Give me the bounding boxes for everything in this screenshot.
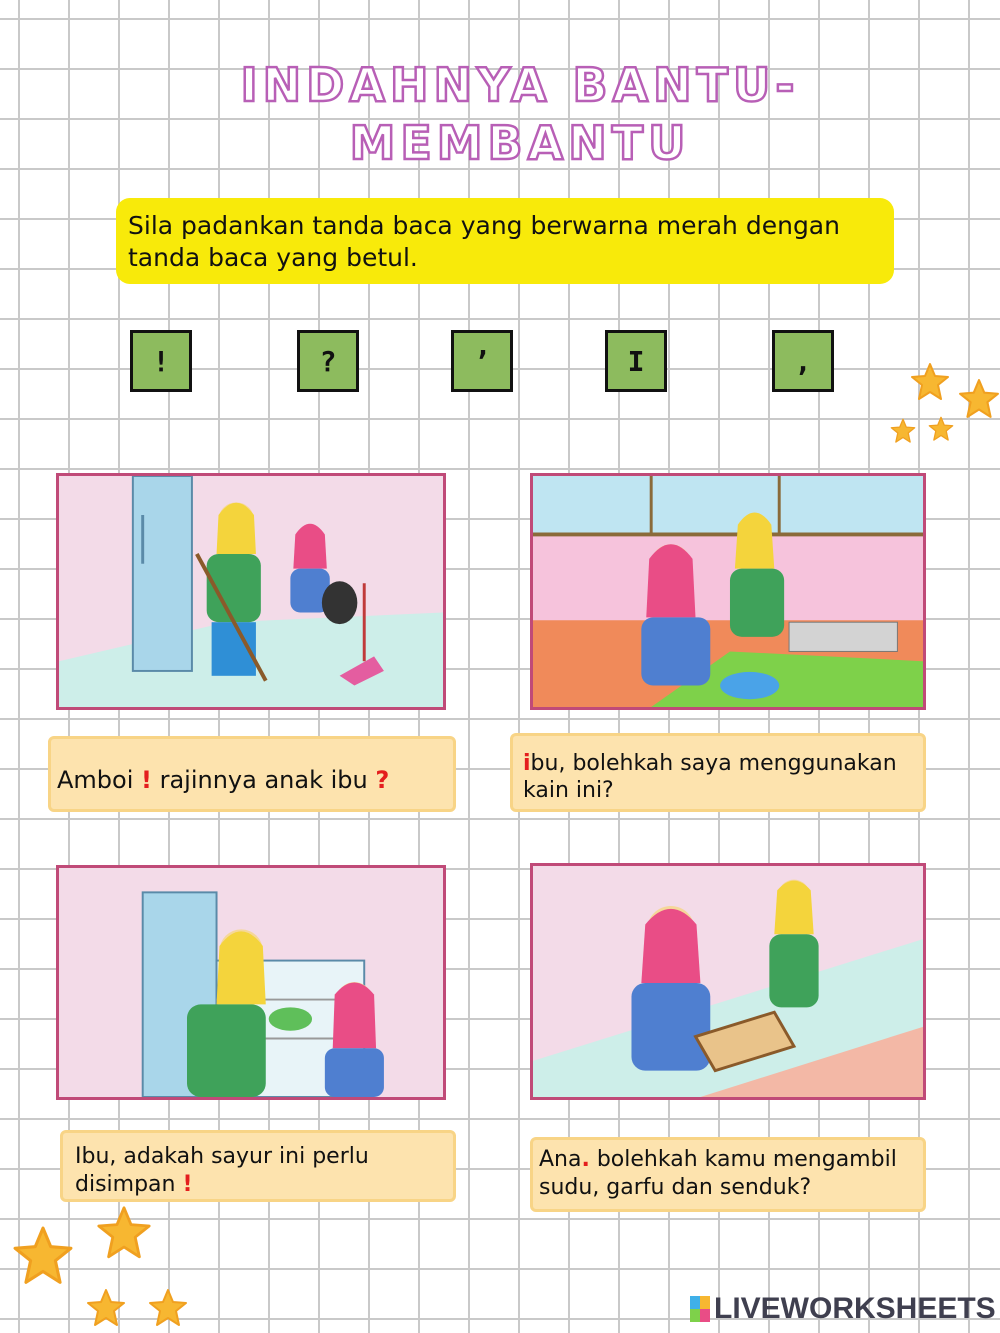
caption-1-red-mark-2[interactable]: ? <box>375 766 390 794</box>
option-capital-i[interactable]: I <box>605 330 667 392</box>
star-icon <box>148 1288 188 1328</box>
title-line-2: MEMBANTU <box>349 116 691 170</box>
option-question[interactable]: ? <box>297 330 359 392</box>
caption-card-3 <box>60 1130 456 1202</box>
caption-card-4 <box>530 1137 926 1212</box>
option-apostrophe[interactable]: ’ <box>451 330 513 392</box>
page-title <box>180 56 860 172</box>
star-icon <box>12 1225 74 1287</box>
title-line-1: INDAHNYA BANTU- <box>240 58 800 112</box>
star-icon <box>890 418 916 444</box>
caption-1-red-mark-1[interactable]: ! <box>141 766 152 794</box>
scene-drawer <box>530 863 926 1100</box>
star-icon <box>910 362 950 402</box>
scene-sweeping <box>56 473 446 710</box>
star-icon <box>928 416 954 442</box>
caption-4-red-mark-1[interactable]: . <box>581 1147 590 1172</box>
caption-card-1 <box>48 736 456 812</box>
caption-4-text-b: bolehkah kamu mengambil sudu, garfu dan senduk? <box>539 1147 897 1200</box>
caption-1-text-b: rajinnya anak ibu <box>151 766 376 794</box>
star-icon <box>86 1288 126 1328</box>
caption-card-2 <box>510 733 926 812</box>
option-comma[interactable]: , <box>772 330 834 392</box>
caption-2-red-mark-1[interactable]: i <box>523 751 531 776</box>
scene-kitchen <box>530 473 926 710</box>
logo-text: LIVEWORKSHEETS <box>714 1292 996 1325</box>
option-exclamation[interactable]: ! <box>130 330 192 392</box>
caption-1-text-a: Amboi <box>57 766 142 794</box>
caption-3-red-mark-1[interactable]: ! <box>182 1172 193 1197</box>
liveworksheets-logo-icon <box>690 1296 710 1322</box>
liveworksheets-logo <box>690 1292 996 1326</box>
instruction-text: Sila padankan tanda baca yang berwarna merah dengan tanda baca yang betul. <box>116 198 894 284</box>
star-icon <box>96 1205 152 1261</box>
caption-2-text: bu, bolehkah saya menggunakan kain ini? <box>523 751 897 803</box>
caption-3-text: Ibu, adakah sayur ini perlu disimpan <box>75 1144 369 1197</box>
caption-4-text-a: Ana <box>539 1147 582 1172</box>
scene-fridge <box>56 865 446 1100</box>
star-icon <box>958 378 1000 420</box>
